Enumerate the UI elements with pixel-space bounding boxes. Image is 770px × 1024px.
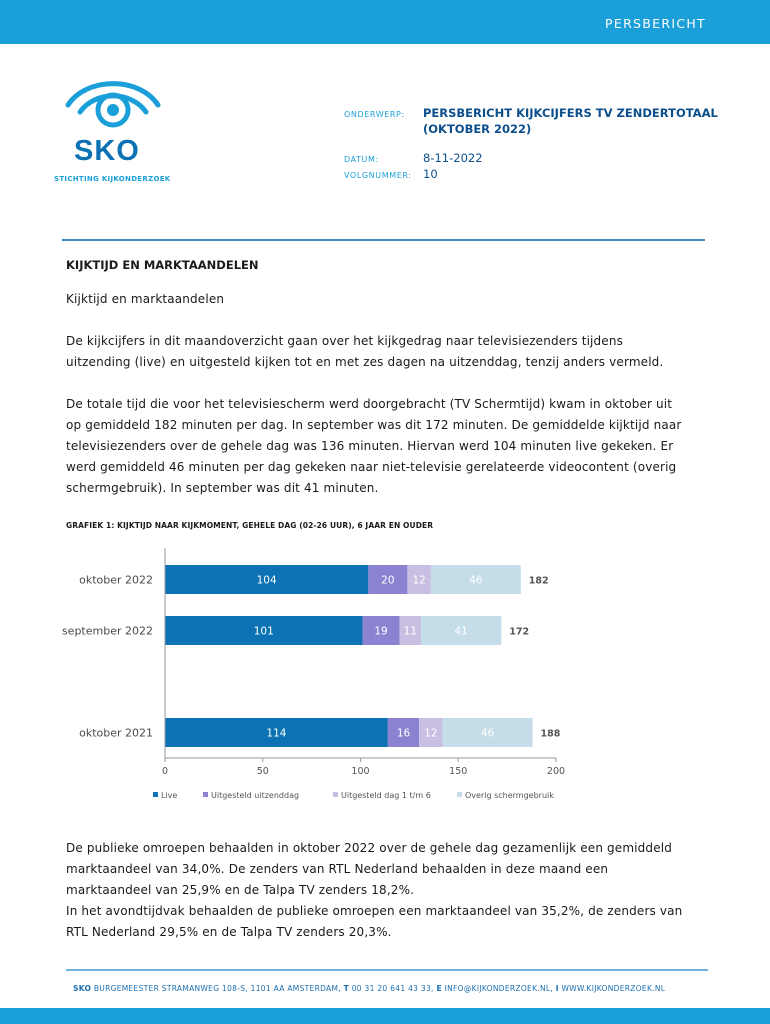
logo-brand: SKO [74, 135, 140, 167]
figure-title: GRAFIEK 1: KIJKTIJD NAAR KIJKMOMENT, GEHELE DAG (02-26 UUR), 6 JAAR EN OUDER [66, 521, 434, 530]
footer [73, 984, 665, 993]
legend-label: Uitgesteld uitzenddag [211, 791, 300, 800]
legend-swatch [333, 792, 338, 797]
sko-logo [54, 78, 174, 188]
footer-org: SKO [73, 984, 92, 993]
subject-label: ONDERWERP: [344, 110, 405, 119]
category-label: oktober 2021 [79, 726, 153, 740]
category-label: oktober 2022 [79, 573, 153, 587]
category-label: september 2022 [61, 624, 153, 638]
paragraph: In het avondtijdvak behaalden de publieke omroepen een marktaandeel van 35,2%, de zenders van RTL Nederland 29,5% en de Talpa TV zenders 20,3%. [66, 904, 683, 939]
footer-divider [66, 969, 708, 971]
header-band [0, 0, 770, 44]
footer-address: BURGEMEESTER STRAMANWEG 108-S, 1101 AA AMSTERDAM, [93, 984, 341, 993]
legend-swatch [153, 792, 158, 797]
logo-tagline: STICHTING KIJKONDERZOEK [54, 175, 171, 183]
x-tick-label: 200 [546, 766, 566, 777]
section-heading: KIJKTIJD EN MARKTAANDELEN [66, 258, 259, 272]
footer-website[interactable]: WWW.KIJKONDERZOEK.NL [561, 984, 666, 993]
date-label: DATUM: [344, 155, 379, 164]
data-label: 11 [403, 625, 418, 638]
x-tick-label: 100 [351, 766, 370, 777]
data-label: 101 [253, 625, 274, 638]
data-label: 16 [396, 727, 411, 740]
footer-band [0, 1008, 770, 1024]
divider [62, 239, 705, 241]
x-tick-label: 0 [161, 766, 169, 777]
data-label: 46 [480, 727, 495, 740]
data-label: 12 [412, 574, 426, 587]
data-label: 104 [256, 574, 277, 587]
date-value: 8-11-2022 [423, 151, 483, 165]
footer-e-label: E [436, 984, 442, 993]
data-label: 41 [454, 625, 468, 638]
legend-label: Overig schermgebruik [465, 791, 554, 800]
data-label: 46 [469, 574, 483, 587]
footer-i-label: I [555, 984, 559, 993]
paragraph: De totale tijd die voor het televisiescherm werd doorgebracht (TV Schermtijd) kwam in oktober uit op gemiddeld 182 minuten per dag. In september was dit 172 minuten. De gemiddelde kijktijd naar televisiezenders over de gehele dag was 136 minuten. Hiervan werd 104 minuten live gekeken. Er werd gemiddeld 46 minuten per dag gekeken naar niet-televisie gerelateerde videocontent (overig schermgebruik). In september was dit 41 minuten. [66, 397, 682, 495]
paragraph: De publieke omroepen behaalden in oktober 2022 over de gehele dag gezamenlijk een gemiddeld marktaandeel van 34,0%. De zenders van RTL Nederland behaalden in deze maand een marktaandeel van 25,9% en de Talpa TV zenders 18,2%. [66, 841, 672, 897]
total-label: 172 [509, 626, 530, 638]
total-label: 182 [528, 575, 549, 587]
footer-t-label: T [343, 984, 350, 993]
data-label: 20 [381, 574, 395, 587]
legend-swatch [457, 792, 462, 797]
eye-logo-icon [54, 78, 174, 138]
data-label: 19 [374, 625, 388, 638]
subject-value: PERSBERICHT KIJKCIJFERS TV ZENDERTOTAAL (OKTOBER 2022) [423, 106, 718, 136]
legend-label: Uitgesteld dag 1 t/m 6 [341, 791, 431, 800]
paragraph: De kijkcijfers in dit maandoverzicht gaan over het kijkgedrag naar televisiezenders tijdens uitzending (live) en uitgesteld kijken tot en met zes dagen na uitzenddag, tenzij anders vermeld. [66, 334, 664, 369]
chart-svg [60, 548, 590, 818]
total-label: 188 [540, 728, 561, 740]
x-tick-label: 150 [449, 766, 468, 777]
footer-phone: 00 31 20 641 43 33, [351, 984, 434, 993]
paragraph: Kijktijd en marktaandelen [66, 292, 225, 306]
footer-email[interactable]: INFO@KIJKONDERZOEK.NL, [444, 984, 554, 993]
x-tick-label: 50 [256, 766, 269, 777]
viewing-time-chart [60, 548, 590, 818]
document-type-label: PERSBERICHT [605, 16, 706, 31]
data-label: 12 [424, 727, 438, 740]
data-label: 114 [266, 727, 287, 740]
legend-label: Live [161, 791, 178, 800]
number-value: 10 [423, 167, 438, 181]
legend-swatch [203, 792, 208, 797]
number-label: VOLGNUMMER: [344, 171, 412, 180]
